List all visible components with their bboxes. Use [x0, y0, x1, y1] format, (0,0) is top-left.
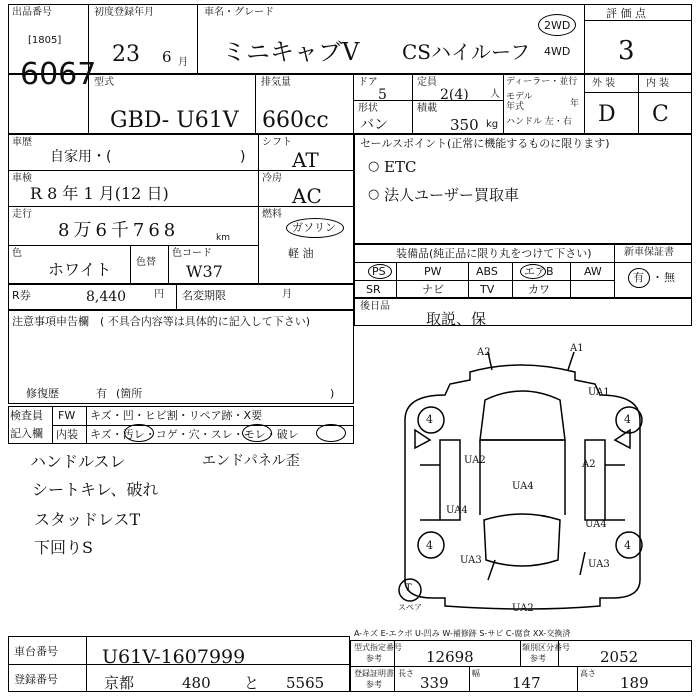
cat: 2052 — [600, 648, 639, 666]
load-unit: kg — [486, 119, 499, 130]
plate-class: 480 — [182, 674, 211, 692]
ext-grade: D — [598, 102, 616, 127]
mark-ua1: UA1 — [588, 387, 610, 398]
year-unit: 年 — [570, 99, 580, 109]
mark-a1-top: A1 — [570, 343, 584, 354]
score: 3 — [618, 36, 635, 66]
fuel-label: 燃料 — [262, 209, 282, 220]
warranty-sep: ・ — [652, 271, 663, 284]
body: バン — [360, 117, 388, 133]
plate-region: 京都 — [104, 674, 135, 692]
load: 350 — [450, 116, 479, 134]
after-items: 取説、保 — [426, 310, 487, 328]
repair-yes: 有 — [96, 387, 107, 400]
spare-label: スペア — [398, 603, 422, 612]
int-label: 内装 — [56, 428, 78, 441]
mark-ua4-left: UA4 — [446, 505, 468, 516]
cert: 12698 — [426, 648, 474, 666]
ext-label: 外 装 — [592, 78, 616, 89]
shift: AT — [292, 148, 319, 172]
doors-label: ドア — [358, 77, 378, 88]
lot-number: 6067 — [20, 57, 97, 92]
dealer-label: ディーラー・並行 — [506, 77, 578, 87]
repaint-label: 色替 — [136, 257, 156, 268]
reg-month: 6 — [162, 48, 172, 66]
lot-sub: [1805] — [28, 35, 62, 46]
model-label: 型式 — [94, 77, 114, 88]
note-2: シートキレ、破れ — [32, 480, 159, 499]
mark-a2-top: A2 — [477, 347, 491, 358]
cat-label: 類別区分番号 — [522, 643, 570, 652]
equip-ps: PS — [372, 265, 386, 278]
equip-abs: ABS — [476, 265, 498, 278]
drive-2wd: 2WD — [544, 19, 571, 32]
note-4: 下回りS — [34, 538, 93, 557]
sales-item-1: ETC — [384, 158, 417, 176]
mark-ua4-center: UA4 — [512, 481, 534, 492]
mark-4-rl: 4 — [426, 539, 433, 552]
lot-label: 出品番号 — [12, 7, 52, 18]
mark-4-fl: 4 — [426, 413, 433, 426]
after-label: 後日品 — [360, 301, 390, 312]
capacity-label: 定員 — [417, 77, 437, 88]
equip-sr: SR — [366, 283, 381, 296]
equip-aw: AW — [584, 265, 602, 278]
chassis-label: 車台番号 — [14, 645, 58, 658]
sales-label: セールスポイント(正常に機能するものに限ります) — [360, 137, 610, 150]
recycle-label: R券 — [12, 289, 31, 302]
model: GBD- U61V — [110, 108, 239, 133]
equip-pw: PW — [424, 265, 442, 278]
repair-close: ) — [330, 387, 335, 400]
name-change-label: 名変期限 — [182, 289, 226, 302]
fuel-diesel: 軽 油 — [288, 247, 314, 260]
cert-sub: 参考 — [366, 654, 382, 663]
equip-tv: TV — [480, 283, 495, 296]
mileage-unit: km — [216, 233, 230, 243]
color-code-label: 色コード — [172, 248, 212, 259]
color-label: 色 — [12, 248, 22, 259]
caution-label: 注意事項申告欄 — [12, 315, 89, 328]
usage-label: 車歴 — [12, 137, 32, 148]
ac-label: 冷房 — [262, 173, 282, 184]
cert2-label: 登録証明書 — [354, 669, 394, 678]
inspect-label: 車検 — [12, 173, 32, 184]
ac: AC — [292, 184, 322, 208]
first-reg-label: 初度登録年月 — [94, 7, 154, 18]
fw-items: キズ・凹・ヒビ割・リペア跡・X要 — [90, 409, 263, 422]
inspect: R 8 年 1 月(12 日) — [30, 184, 169, 203]
plate-num: 5565 — [286, 674, 325, 692]
plate-kana: と — [244, 674, 260, 692]
recycle: 8,440 — [86, 289, 127, 305]
equip-label: 装備品(純正品に限り丸をつけて下さい) — [396, 247, 592, 260]
cert2-sub: 参考 — [366, 680, 382, 689]
mark-a2-right: A2 — [582, 459, 596, 470]
recycle-unit: 円 — [154, 289, 164, 300]
mark-4-rr: 4 — [624, 539, 631, 552]
warranty-label: 新車保証書 — [624, 247, 674, 258]
int-label: 内 装 — [646, 78, 670, 89]
sales-bullet-2: ○ — [368, 187, 380, 202]
cert-label: 型式指定番号 — [354, 643, 402, 652]
sales-item-2: 法人ユーザー買取車 — [384, 186, 520, 204]
mark-4-fr: 4 — [624, 413, 631, 426]
mark-ua3-left: UA3 — [460, 555, 482, 566]
height: 189 — [620, 674, 649, 692]
cat-sub: 参考 — [530, 654, 546, 663]
note-right: エンドパネル歪 — [202, 453, 300, 469]
caution-hint: ( 不具合内容等は具体的に記入して下さい) — [100, 315, 311, 328]
repair-place: (箇所 — [116, 387, 143, 400]
inspector-label1: 検査員 — [10, 409, 43, 422]
grade: CSハイルーフ — [402, 40, 531, 64]
int-items: キズ・汚レ・コゲ・穴・スレ・モレ・破レ — [90, 428, 299, 441]
color: ホワイト — [48, 260, 112, 279]
car-name: ミニキャブV — [222, 38, 360, 66]
fuel-gas: ガソリン — [292, 221, 336, 234]
name-change-month: 月 — [282, 289, 292, 300]
width-label: 幅 — [472, 669, 480, 678]
usage: 自家用・( — [50, 149, 112, 165]
repair-label: 修復歴 — [26, 387, 59, 400]
equip-navi: ナビ — [422, 283, 444, 296]
legend: A-キズ E-エクボ U-凹み W-補修跡 S-サビ C-腐食 XX-交換済 — [354, 629, 571, 638]
displacement-label: 排気量 — [261, 77, 291, 88]
displacement: 660cc — [262, 108, 329, 133]
length-label: 長さ — [398, 669, 414, 678]
mileage: 8万6千768 — [58, 220, 180, 241]
color-code: W37 — [186, 262, 223, 281]
equip-leather: カワ — [528, 283, 550, 296]
usage-close: ) — [240, 149, 246, 165]
inspector-label2: 記入欄 — [10, 427, 43, 440]
mark-ua2-left: UA2 — [464, 455, 486, 466]
warranty-yes: 有 — [633, 271, 644, 284]
sales-bullet-1: ○ — [368, 159, 380, 174]
note-3: スタッドレスT — [34, 510, 141, 529]
reg-year: 23 — [112, 42, 140, 67]
warranty-no: 無 — [664, 271, 675, 284]
fw-label: FW — [58, 409, 76, 422]
width: 147 — [512, 674, 541, 692]
model-year-label: モデル年式 — [506, 92, 533, 112]
car-name-label: 車名・グレード — [204, 7, 274, 18]
shift-label: シフト — [262, 137, 292, 148]
drive-4wd: 4WD — [544, 45, 571, 58]
capacity-unit: 人 — [490, 89, 500, 100]
equip-airbag: エアB — [524, 265, 554, 278]
mileage-label: 走行 — [12, 209, 32, 220]
mark-ua2-bottom: UA2 — [512, 603, 534, 614]
plate-label: 登録番号 — [14, 673, 58, 686]
body-label: 形状 — [358, 103, 378, 114]
mark-t: T — [405, 583, 412, 594]
mark-ua4-right: UA4 — [585, 519, 607, 530]
height-label: 高さ — [580, 669, 596, 678]
length: 339 — [420, 674, 449, 692]
note-1: ハンドルスレ — [30, 452, 126, 471]
reg-month-unit: 月 — [178, 57, 188, 68]
load-label: 積載 — [417, 103, 437, 114]
handle-label: ハンドル 左・右 — [506, 117, 572, 127]
score-label: 評 価 点 — [606, 7, 646, 20]
chassis: U61V-1607999 — [102, 646, 246, 668]
mark-ua3-right: UA3 — [588, 559, 610, 570]
capacity: 2(4) — [440, 87, 469, 103]
int-grade: C — [652, 102, 669, 127]
doors: 5 — [378, 87, 387, 103]
